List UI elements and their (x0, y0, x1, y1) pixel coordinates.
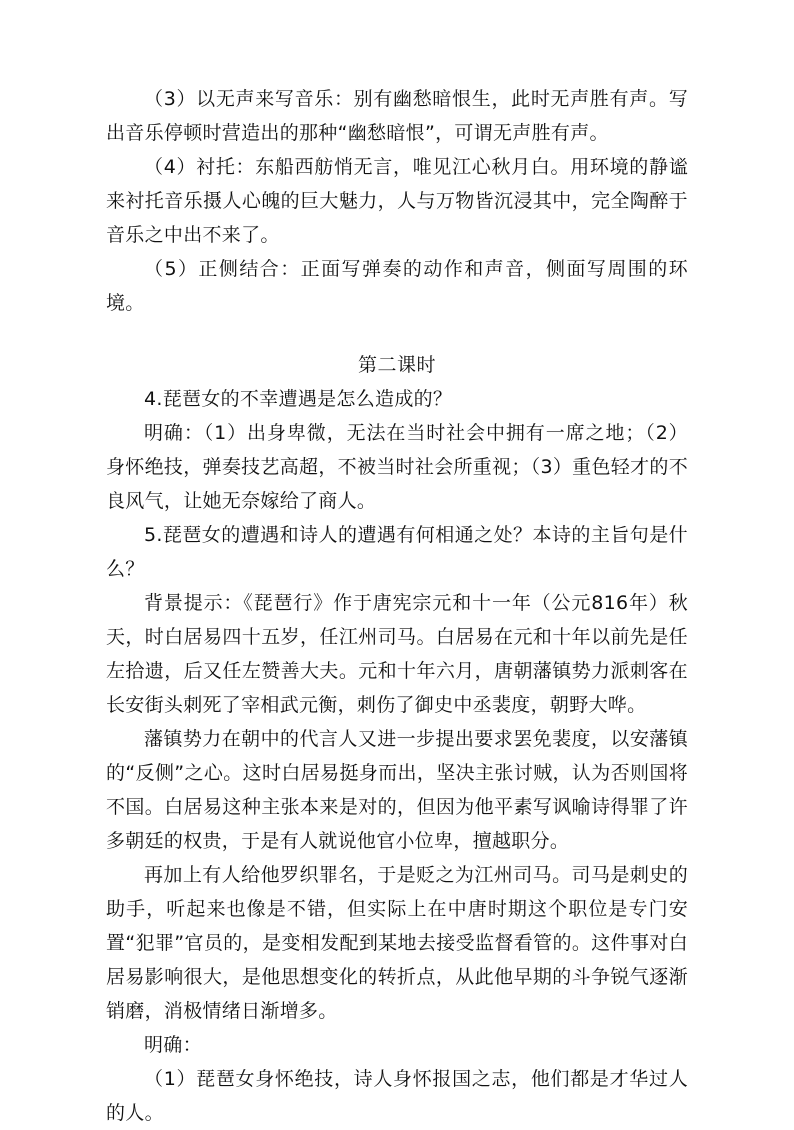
paragraph-item-5: （5）正侧结合：正面写弹奏的动作和声音，侧面写周围的环境。 (106, 258, 688, 314)
answer-4: 明确：（1）出身卑微，无法在当时社会中拥有一席之地；（2）身怀绝技，弹奏技艺高超，不被当时社会所重视；（3）重色轻才的不良风气，让她无奈嫁给了商人。 (106, 422, 688, 512)
background-paragraph-3: 再加上有人给他罗织罪名，于是贬之为江州司马。司马是刺史的助手，听起来也像是不错，但实际上在中唐时期这个职位是专门安置“犯罪”官员的，是变相发配到某地去接受监督看管的。这件事对白居易影响很大，是他思想变化的转折点，从此他早期的斗争锐气逐渐销磨，消极情绪日渐增多。 (106, 864, 688, 1022)
paragraph-item-3: （3）以无声来写音乐：别有幽愁暗恨生，此时无声胜有声。写出音乐停顿时营造出的那种“幽愁暗恨”，可谓无声胜有声。 (106, 88, 688, 144)
paragraph-item-4: （4）衬托：东船西舫悄无言，唯见江心秋月白。用环境的静谧来衬托音乐摄人心魄的巨大魅力，人与万物皆沉浸其中，完全陶醉于音乐之中出不来了。 (106, 156, 688, 246)
answer-5-label: 明确： (144, 1034, 202, 1056)
question-4: 4.琵琶女的不幸遭遇是怎么造成的？ (144, 388, 453, 410)
document-page (106, 82, 688, 1130)
answer-5-point-1: （1）琵琶女身怀绝技，诗人身怀报国之志，他们都是才华过人的人。 (106, 1068, 688, 1124)
background-paragraph-2: 藩镇势力在朝中的代言人又进一步提出要求罢免裴度，以安藩镇的“反侧”之心。这时白居易挺身而出，坚决主张讨贼，认为否则国将不国。白居易这种主张本来是对的，但因为他平素写讽喻诗得罪了许多朝廷的权贵，于是有人就说他官小位卑，擅越职分。 (106, 728, 688, 852)
question-5: 5.琵琶女的遭遇和诗人的遭遇有何相通之处？本诗的主旨句是什么？ (106, 524, 688, 580)
background-paragraph-1: 背景提示：《琵琶行》作于唐宪宗元和十一年（公元816年）秋天，时白居易四十五岁，任江州司马。白居易在元和十年以前先是任左拾遗，后又任左赞善大夫。元和十年六月，唐朝藩镇势力派刺客在长安街头刺死了宰相武元衡，刺伤了御史中丞裴度，朝野大哗。 (106, 592, 688, 716)
section-heading: 第二课时 (357, 354, 436, 376)
